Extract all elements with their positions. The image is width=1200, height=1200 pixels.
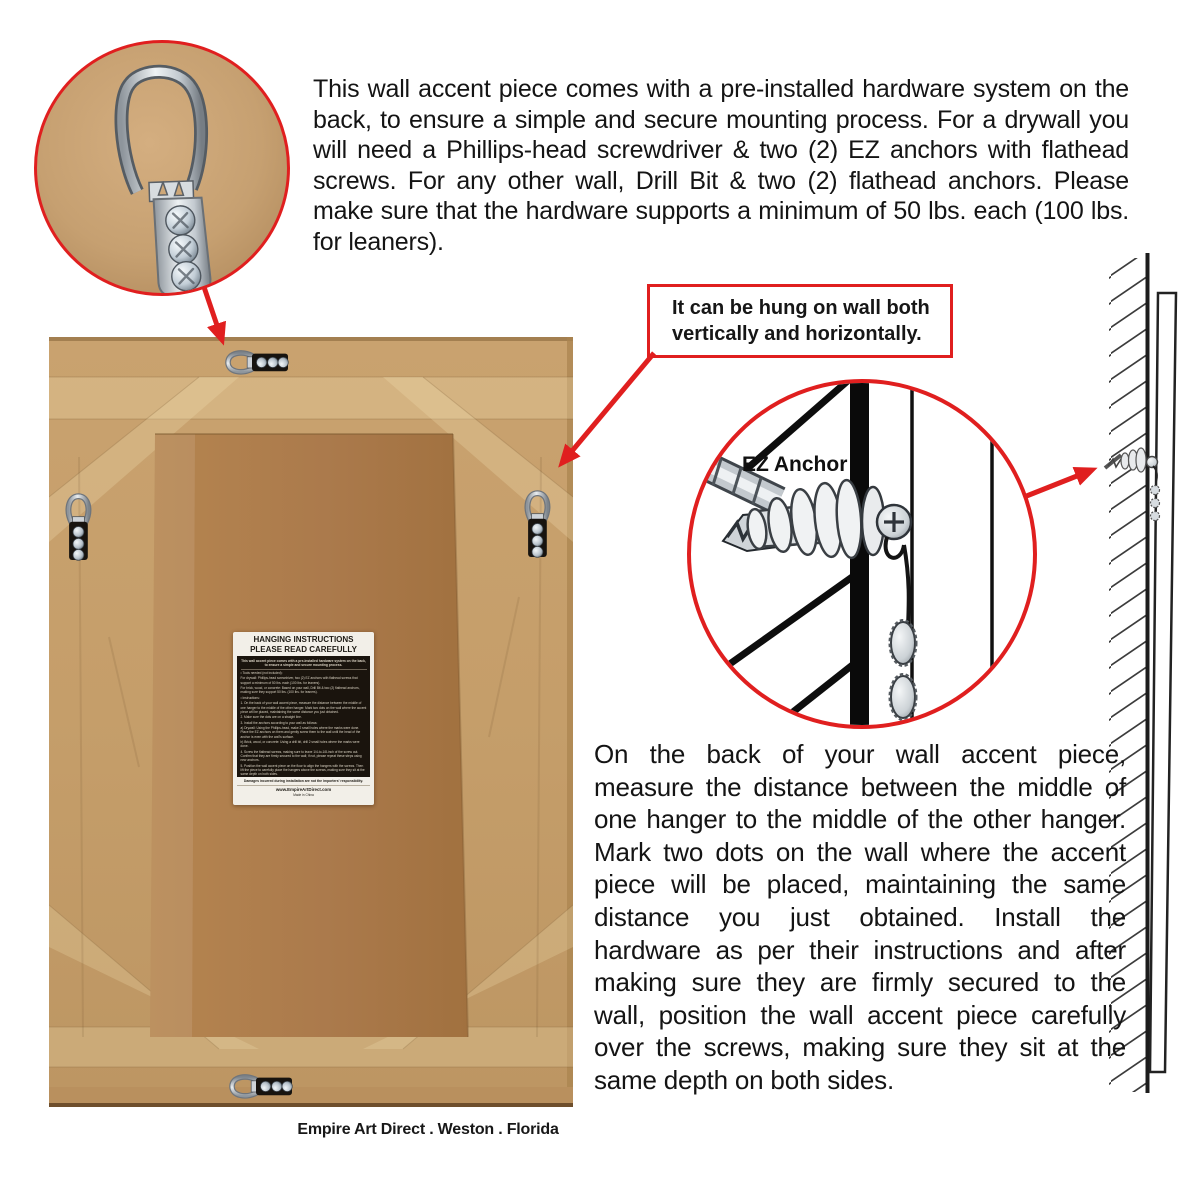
- label-step: 1. On the back of your wall accent piece, measure the distance between the middle of one hanger to the middle of the other hanger. Mark two dots on the wall where the accent piece will be placed, maintaining the same distance you just obtained.: [240, 701, 367, 714]
- orientation-callout-box: [647, 284, 953, 358]
- callout-line-2: vertically and horizontally.: [672, 323, 922, 345]
- label-step: 5. Position the wall accent piece on the floor to align the hangers with the screws. Then lift the piece to carefully place the hangers above the screws, making sure they sit at the same depth on both sides.: [240, 763, 365, 777]
- label-step: b) Brick, wood, or concrete: Using a drill bit, drill 2 small holes where the marks were done.: [240, 739, 360, 749]
- label-tools-brick: For brick, wood, or concrete: Based on your wall, Drill Bit & two (2) flathead anchors, making sure they support 50 lbs. (100 lbs. for leaners).: [240, 686, 360, 695]
- arrow-callout-to-side-hanger: [562, 353, 654, 463]
- d-ring-hanger-icon: [37, 43, 287, 293]
- label-body: [237, 656, 370, 777]
- label-title-1: HANGING INSTRUCTIONS: [253, 635, 354, 644]
- label-step: a) Drywall: Using the Phillips-head, make 2 small holes where the marks were done. Place the EZ anchors on them and gently screw them to the wall until the head of the anchor is even with the wall's surface.: [240, 725, 361, 739]
- label-tools-drywall: For drywall: Phillips-head screwdriver, two (2) EZ anchors with flathead screws that support a minimum of 50 lbs. each (100 lbs. for leaners).: [240, 676, 358, 685]
- hanging-wire: [886, 537, 909, 627]
- screw-head: [877, 505, 911, 539]
- label-made-in: Made in China: [293, 792, 314, 797]
- label-intro: This wall accent piece comes with a pre-installed hardware system on the back, to ensure a simple and secure mounting process.: [241, 659, 367, 670]
- label-step: 4. Screw the flathead screws, making sure to leave 1/4-to-1/8-inch of the screw out. Confirm that they are firmly secured to the wall; if not, please repeat these steps using new anchors.: [240, 749, 362, 763]
- ez-anchor-detail-circle: [687, 379, 1037, 729]
- accent-piece-sideview: [1150, 293, 1176, 1072]
- steps-paragraph: On the back of your wall accent piece, measure the distance between the middle of one hanger to the middle of the other hanger. Mark two dots on the wall where the accent piece will be placed, maintaining the same distance you just obtained. Install the hardware as per their instructions and after making sure they are firmly secured to the wall, position the wall accent piece carefully over the screws, making sure they sit at the same depth on both sides.: [594, 739, 1126, 1095]
- frame-bottom-edge: [49, 1087, 573, 1103]
- ez-anchor-label: EZ Anchor: [742, 453, 848, 476]
- label-title-2: PLEASE READ CAREFULLY: [250, 644, 357, 654]
- label-disclaimer: Damages incurred during installation are not the importers' responsibility.: [237, 779, 370, 786]
- callout-line-1: It can be hung on wall both: [672, 297, 930, 319]
- label-tools-heading: • Tools needed (not included):: [240, 671, 283, 676]
- label-step: • Instructions:: [240, 695, 260, 700]
- label-step: 3. Install the anchors according to your wall as follows:: [240, 720, 318, 725]
- hanging-instructions-label: [233, 632, 374, 805]
- label-footer: [237, 777, 370, 797]
- label-step: 2. Make sure the dots are on a straight line.: [240, 715, 302, 720]
- label-website: www.EmpireArtDirect.com: [275, 786, 332, 792]
- brand-footer: Empire Art Direct . Weston . Florida: [297, 1121, 559, 1138]
- ez-anchor-cutaway-icon: [691, 383, 1033, 725]
- arrow-hero-to-top-hanger: [204, 287, 222, 340]
- intro-paragraph: This wall accent piece comes with a pre-installed hardware system on the back, to ensure a simple and secure mounting process. For a drywall you will need a Phillips-head screwdriver & two (2) EZ anchors with flathead screws. For any other wall, Drill Bit & two (2) flathead anchors. Please make sure that the hardware supports a minimum of 50 lbs. each (100 lbs. for leaners).: [313, 75, 1129, 256]
- hanger-closeup-circle: [34, 40, 290, 296]
